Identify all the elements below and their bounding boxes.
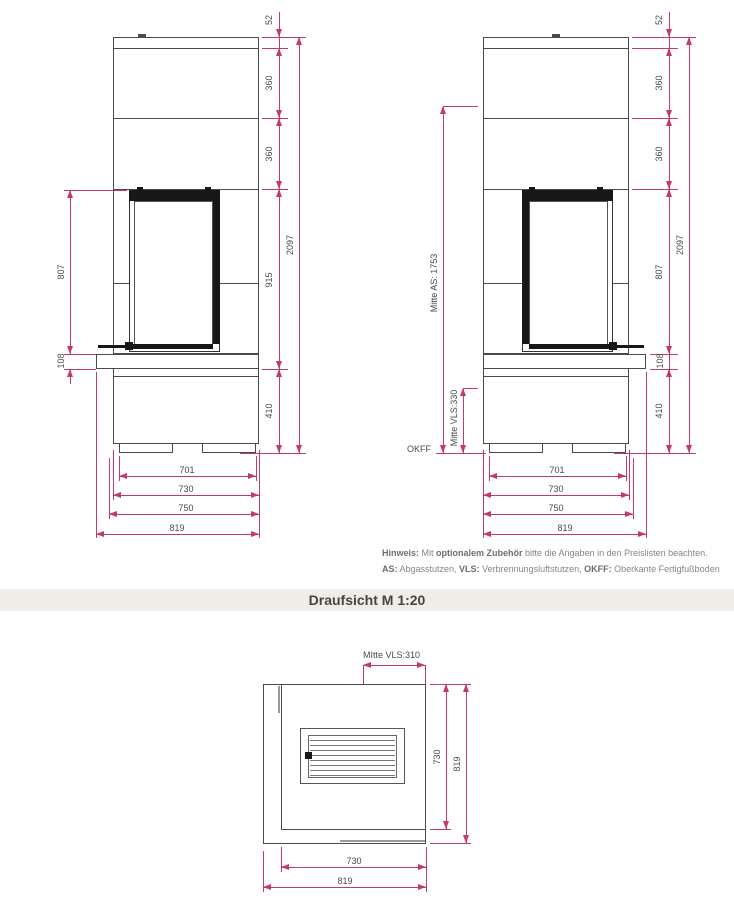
dim-arrow	[418, 864, 426, 870]
note-bold: VLS:	[459, 564, 480, 574]
extension-line	[262, 48, 288, 49]
extension-line	[262, 118, 288, 119]
dimension-line	[446, 684, 447, 829]
dim-arrow	[263, 884, 271, 890]
extension-line	[109, 458, 110, 519]
bench-left-edge-line	[281, 685, 282, 829]
note-bold: OKFF:	[584, 564, 612, 574]
dim-arrow	[417, 662, 425, 668]
dimension-line	[363, 665, 425, 666]
dimension-line	[279, 12, 280, 453]
bench-slab	[483, 354, 646, 369]
note-text: Abgasstutzen,	[397, 564, 460, 574]
tile-joint-line	[220, 283, 258, 284]
dimension-line	[483, 495, 629, 496]
note-text: Mit	[419, 548, 437, 558]
dimension-line	[466, 684, 467, 843]
dim-arrow	[638, 531, 646, 537]
dim-arrow	[666, 369, 672, 377]
dim-arrow	[621, 492, 629, 498]
dimension-line	[489, 476, 626, 477]
dim-arrow	[96, 531, 104, 537]
dim-label-360-lower: 360	[654, 146, 664, 162]
dim-arrow	[276, 189, 282, 197]
dim-arrow	[666, 118, 672, 126]
grille-louver	[310, 755, 395, 756]
dimension-line	[96, 534, 259, 535]
grille-louver	[310, 760, 395, 761]
stove-base	[483, 368, 629, 444]
extension-line	[64, 190, 127, 191]
dim-label-819: 819	[557, 523, 573, 533]
dimension-line	[281, 867, 426, 868]
dim-arrow	[443, 684, 449, 692]
dimension-line	[689, 37, 690, 453]
dim-arrow	[440, 445, 446, 453]
floor-line	[436, 453, 486, 454]
extension-line	[430, 843, 471, 844]
dim-label-819: 819	[169, 523, 185, 533]
dim-arrow	[119, 473, 127, 479]
dim-arrow	[276, 29, 282, 37]
grille-louver	[310, 745, 395, 746]
dim-arrow	[296, 37, 302, 45]
dim-arrow	[463, 835, 469, 843]
door-frame-top	[522, 190, 613, 201]
dim-arrow	[618, 473, 626, 479]
dim-arrow	[276, 445, 282, 453]
section-title-band	[0, 589, 734, 611]
dimension-line	[109, 514, 259, 515]
dim-arrow	[276, 48, 282, 56]
dimension-line	[70, 190, 71, 354]
dim-arrow	[251, 531, 259, 537]
dim-arrow	[483, 511, 491, 517]
panel-joint-line	[114, 118, 258, 119]
note-bold: AS:	[382, 564, 398, 574]
dim-arrow	[460, 445, 466, 453]
note-text: Verbrennungsluftstutzen,	[479, 564, 585, 574]
stove-base	[113, 368, 259, 444]
bench-slab	[96, 354, 259, 369]
extension-line	[425, 665, 426, 684]
dim-label-807: 807	[56, 264, 66, 280]
dim-label-360-upper: 360	[264, 75, 274, 91]
note-bold: Hinweis:	[382, 548, 420, 558]
stove-foot	[572, 443, 626, 453]
dim-arrow	[686, 37, 692, 45]
panel-joint-line	[484, 118, 628, 119]
dim-arrow	[483, 531, 491, 537]
base-edge-line	[114, 376, 258, 377]
tile-joint-line	[114, 283, 129, 284]
dim-label-730: 730	[178, 484, 194, 494]
dim-arrow	[440, 106, 446, 114]
extension-line	[96, 372, 97, 538]
dim-label-108: 108	[56, 353, 66, 369]
grille-louver	[310, 765, 395, 766]
dim-arrow	[276, 369, 282, 377]
note-line-1	[382, 545, 720, 561]
dim-arrow	[686, 445, 692, 453]
dim-arrow	[276, 181, 282, 189]
wall-shading	[340, 840, 425, 842]
dim-label-2097: 2097	[285, 234, 295, 256]
door-frame-top	[129, 190, 220, 201]
extension-line	[646, 372, 647, 538]
dimension-line	[443, 106, 444, 453]
dim-label-701: 701	[179, 465, 195, 475]
dim-arrow	[463, 684, 469, 692]
dimension-line	[463, 388, 464, 453]
grille-louver	[310, 750, 395, 751]
note-text: Oberkante Fertigfußboden	[611, 564, 720, 574]
dim-label-730: 730	[346, 856, 362, 866]
dim-arrow	[489, 473, 497, 479]
dim-arrow	[296, 445, 302, 453]
floor-line	[240, 453, 306, 454]
dim-label-701: 701	[549, 465, 565, 475]
extension-line	[626, 456, 627, 481]
dim-label-915: 915	[264, 272, 274, 288]
dimension-line	[669, 12, 670, 453]
grille-latch	[305, 752, 312, 759]
door-glass	[529, 201, 608, 345]
tile-joint-line	[613, 283, 628, 284]
stove-foot	[202, 443, 256, 453]
extension-line	[64, 354, 96, 355]
door-handle-hub	[125, 342, 133, 350]
extension-line	[633, 458, 634, 519]
okff-label: OKFF	[407, 444, 431, 454]
door-frame-side	[212, 190, 220, 344]
dim-label-807: 807	[654, 264, 664, 280]
extension-line	[443, 106, 478, 107]
dim-arrow	[625, 511, 633, 517]
dim-arrow	[67, 369, 73, 377]
dim-label-730: 730	[432, 749, 442, 765]
dimension-line	[113, 495, 259, 496]
dim-arrow	[666, 48, 672, 56]
extension-line	[426, 847, 427, 892]
dim-label-mitte-as: Mitte AS: 1753	[429, 253, 439, 313]
dim-arrow	[276, 361, 282, 369]
dim-label-819: 819	[337, 876, 353, 886]
wall-shading	[278, 686, 280, 713]
extension-line	[259, 450, 260, 538]
dim-arrow	[67, 346, 73, 354]
dim-label-mitte-vls: MItte VLS:310	[363, 650, 421, 660]
door-glass	[134, 201, 213, 345]
dim-arrow	[666, 29, 672, 37]
grille-louver	[310, 770, 395, 771]
extension-line	[629, 450, 630, 500]
air-grille-frame	[308, 735, 397, 778]
dim-label-730: 730	[548, 484, 564, 494]
dim-label-819: 819	[452, 756, 462, 772]
dimension-line	[119, 476, 256, 477]
dim-label-750: 750	[178, 503, 194, 513]
dim-arrow	[251, 492, 259, 498]
note-bold: optionalem Zubehör	[436, 548, 523, 558]
dim-label-750: 750	[548, 503, 564, 513]
dim-arrow	[666, 346, 672, 354]
door-frame-bottom	[529, 344, 612, 349]
dim-arrow	[483, 492, 491, 498]
door-frame-bottom	[130, 344, 213, 349]
stove-foot	[119, 443, 173, 453]
dim-arrow	[418, 884, 426, 890]
dim-label-mitte-vls: Mitte VLS:330	[449, 389, 459, 447]
dim-arrow	[109, 511, 117, 517]
dim-label-410: 410	[654, 403, 664, 419]
dim-label-52: 52	[264, 15, 274, 26]
bench-front-edge-line	[281, 829, 425, 830]
dim-arrow	[363, 662, 371, 668]
dim-arrow	[276, 118, 282, 126]
extension-line	[363, 665, 364, 684]
floor-line	[614, 453, 696, 454]
dim-arrow	[666, 181, 672, 189]
extension-line	[256, 456, 257, 481]
dim-arrow	[443, 821, 449, 829]
dim-label-360-lower: 360	[264, 146, 274, 162]
dim-arrow	[666, 110, 672, 118]
tile-joint-line	[484, 283, 522, 284]
extension-line	[262, 369, 288, 370]
dim-arrow	[251, 511, 259, 517]
grille-louver	[310, 740, 395, 741]
extension-line	[430, 829, 451, 830]
dim-label-2097: 2097	[675, 234, 685, 256]
dim-arrow	[113, 492, 121, 498]
note-text: bitte die Angaben in den Preislisten beachten.	[522, 548, 708, 558]
dimension-line	[483, 514, 633, 515]
note	[382, 545, 720, 577]
dim-arrow	[248, 473, 256, 479]
door-handle-hub	[609, 342, 617, 350]
grille-louver	[310, 775, 395, 776]
dim-label-52: 52	[654, 15, 664, 26]
note-line-2	[382, 561, 720, 577]
dim-label-410: 410	[264, 403, 274, 419]
extension-line	[262, 189, 288, 190]
dim-arrow	[666, 189, 672, 197]
dimension-line	[299, 37, 300, 453]
dimension-line	[483, 534, 646, 535]
dim-arrow	[666, 445, 672, 453]
dim-arrow	[276, 110, 282, 118]
stove-foot	[489, 443, 543, 453]
dim-arrow	[67, 190, 73, 198]
section-title: Draufsicht M 1:20	[308, 592, 426, 608]
dim-label-108: 108	[655, 353, 665, 369]
dim-label-360-upper: 360	[654, 75, 664, 91]
base-edge-line	[484, 376, 628, 377]
dim-arrow	[460, 388, 466, 396]
dim-arrow	[281, 864, 289, 870]
dimension-line	[263, 887, 426, 888]
